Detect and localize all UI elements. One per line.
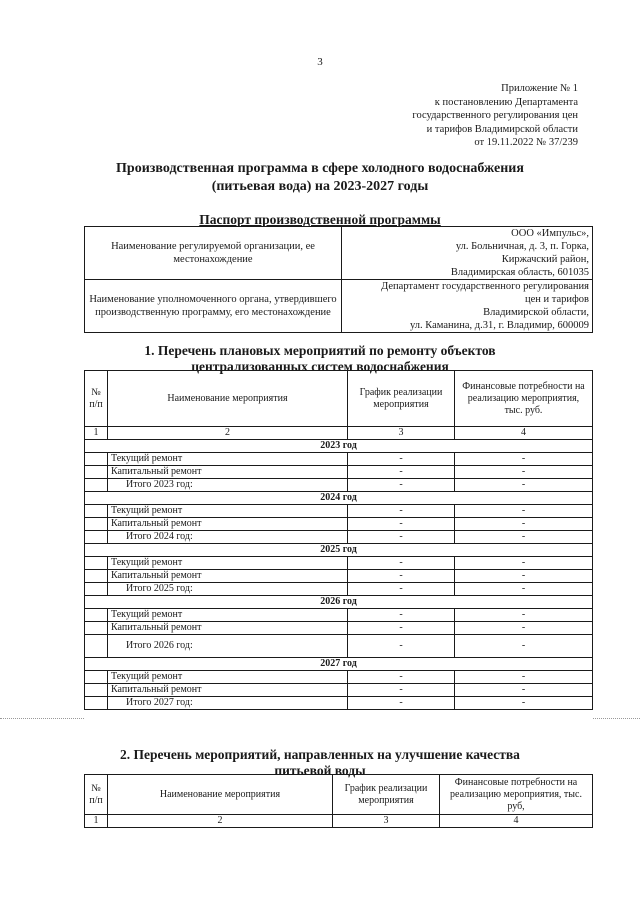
column-number: 3	[333, 815, 440, 828]
activity-name: Итого 2024 год:	[108, 531, 348, 544]
passport-value-line: ул. Каманина, д.31, г. Владимир, 600009	[409, 320, 589, 331]
finance-cell: -	[455, 531, 593, 544]
activity-name: Текущий ремонт	[108, 453, 348, 466]
activity-name: Капитальный ремонт	[108, 570, 348, 583]
activity-name: Итого 2023 год:	[108, 479, 348, 492]
column-number: 1	[85, 427, 108, 440]
passport-value-line: Департамент государственного регулирования	[381, 281, 589, 292]
schedule-cell: -	[348, 479, 455, 492]
year-label: 2023 год	[85, 440, 593, 453]
finance-cell: -	[455, 684, 593, 697]
row-number	[85, 453, 108, 466]
finance-cell: -	[455, 622, 593, 635]
table-row	[85, 518, 593, 531]
passport-value-line: ООО «Импульс»,	[511, 228, 589, 239]
year-row	[85, 544, 593, 557]
passport-value	[342, 227, 593, 280]
column-header: Финансовые потребности на реализацию мероприятия, тыс. руб.	[455, 371, 593, 427]
activity-name: Итого 2027 год:	[108, 697, 348, 710]
passport-value-line: Владимирской области,	[483, 307, 589, 318]
year-row	[85, 596, 593, 609]
column-header: № п/п	[85, 775, 108, 815]
passport-value-line: цен и тарифов	[524, 294, 589, 305]
finance-cell: -	[455, 505, 593, 518]
schedule-cell: -	[348, 518, 455, 531]
column-number: 4	[455, 427, 593, 440]
column-number: 3	[348, 427, 455, 440]
row-number	[85, 684, 108, 697]
activity-name: Итого 2025 год:	[108, 583, 348, 596]
table-row	[85, 583, 593, 596]
table-row	[85, 505, 593, 518]
page-number: 3	[317, 56, 323, 68]
appendix-line: от 19.11.2022 № 37/239	[474, 137, 578, 148]
finance-cell: -	[455, 479, 593, 492]
row-number	[85, 583, 108, 596]
finance-cell: -	[455, 671, 593, 684]
appendix-line: к постановлению Департамента	[434, 96, 578, 108]
table-header-row	[85, 775, 593, 815]
activity-name: Итого 2026 год:	[108, 635, 348, 658]
year-row	[85, 658, 593, 671]
year-label: 2027 год	[85, 658, 593, 671]
table-header-row	[85, 371, 593, 427]
table-row	[85, 635, 593, 658]
passport-value-line: Киржачский район,	[501, 254, 589, 265]
finance-cell: -	[455, 697, 593, 710]
column-header: График реализации мероприятия	[333, 775, 440, 815]
column-header: Финансовые потребности на реализацию мероприятия, тыс. руб,	[440, 775, 593, 815]
passport-value-line: ул. Больничная, д. 3, п. Горка,	[455, 241, 589, 252]
table-row	[85, 671, 593, 684]
row-number	[85, 466, 108, 479]
row-number	[85, 671, 108, 684]
finance-cell: -	[455, 635, 593, 658]
column-header: Наименование мероприятия	[108, 775, 333, 815]
title-line: (питьевая вода) на 2023-2027 годы	[211, 179, 429, 194]
row-number	[85, 518, 108, 531]
column-number-row	[85, 815, 593, 828]
section1-heading-line: 1. Перечень плановых мероприятий по ремонту объектов	[144, 343, 496, 358]
appendix-line: и тарифов Владимирской области	[426, 123, 578, 135]
table-row	[85, 609, 593, 622]
section1-heading-line: централизованных систем водоснабжения	[191, 359, 449, 374]
repair-table-body	[85, 440, 593, 710]
row-number	[85, 622, 108, 635]
passport-label: Наименование уполномоченного органа, утвердившего производственную программу, его местонахождение	[85, 280, 342, 333]
appendix-block	[380, 82, 578, 150]
finance-cell: -	[455, 466, 593, 479]
row-number	[85, 697, 108, 710]
schedule-cell: -	[348, 671, 455, 684]
table-row	[85, 684, 593, 697]
schedule-cell: -	[348, 505, 455, 518]
finance-cell: -	[455, 557, 593, 570]
activity-name: Капитальный ремонт	[108, 518, 348, 531]
finance-cell: -	[455, 453, 593, 466]
activity-name: Капитальный ремонт	[108, 684, 348, 697]
finance-cell: -	[455, 609, 593, 622]
row-number	[85, 557, 108, 570]
schedule-cell: -	[348, 570, 455, 583]
passport-heading: Паспорт производственной программы	[199, 212, 441, 227]
year-label: 2024 год	[85, 492, 593, 505]
row-number	[85, 479, 108, 492]
column-number: 4	[440, 815, 593, 828]
section2-heading-line: питьевой воды	[274, 763, 366, 778]
activity-name: Капитальный ремонт	[108, 466, 348, 479]
schedule-cell: -	[348, 531, 455, 544]
activity-name: Текущий ремонт	[108, 557, 348, 570]
passport-row	[85, 227, 593, 280]
table-row	[85, 570, 593, 583]
passport-value	[342, 280, 593, 333]
title-line: Производственная программа в сфере холодного водоснабжения	[116, 161, 524, 176]
activity-name: Текущий ремонт	[108, 505, 348, 518]
row-number	[85, 609, 108, 622]
scan-dotted-line	[593, 718, 640, 719]
passport-label: Наименование регулируемой организации, ее местонахождение	[85, 227, 342, 280]
table-row	[85, 557, 593, 570]
schedule-cell: -	[348, 466, 455, 479]
activity-name: Текущий ремонт	[108, 609, 348, 622]
year-label: 2025 год	[85, 544, 593, 557]
document-title	[60, 160, 580, 196]
row-number	[85, 570, 108, 583]
repair-table	[84, 370, 593, 710]
schedule-cell: -	[348, 697, 455, 710]
activity-name: Текущий ремонт	[108, 671, 348, 684]
schedule-cell: -	[348, 635, 455, 658]
column-header: График реализации мероприятия	[348, 371, 455, 427]
row-number	[85, 505, 108, 518]
passport-value-line: Владимирская область, 601035	[450, 267, 589, 278]
year-row	[85, 492, 593, 505]
table-row	[85, 479, 593, 492]
column-number-row	[85, 427, 593, 440]
column-number: 2	[108, 815, 333, 828]
schedule-cell: -	[348, 609, 455, 622]
schedule-cell: -	[348, 583, 455, 596]
year-row	[85, 440, 593, 453]
table-row	[85, 531, 593, 544]
row-number	[85, 531, 108, 544]
column-number: 1	[85, 815, 108, 828]
column-header: Наименование мероприятия	[108, 371, 348, 427]
passport-row	[85, 280, 593, 333]
finance-cell: -	[455, 570, 593, 583]
finance-cell: -	[455, 518, 593, 531]
column-number: 2	[108, 427, 348, 440]
schedule-cell: -	[348, 622, 455, 635]
schedule-cell: -	[348, 684, 455, 697]
year-label: 2026 год	[85, 596, 593, 609]
appendix-line: государственного регулирования цен	[412, 110, 578, 121]
finance-cell: -	[455, 583, 593, 596]
appendix-line: Приложение № 1	[501, 83, 578, 94]
scan-dotted-line	[0, 718, 84, 719]
table-row	[85, 453, 593, 466]
section2-heading-line: 2. Перечень мероприятий, направленных на улучшение качества	[120, 747, 520, 762]
passport-table	[84, 226, 593, 333]
activity-name: Капитальный ремонт	[108, 622, 348, 635]
schedule-cell: -	[348, 453, 455, 466]
water-quality-table	[84, 774, 593, 828]
row-number	[85, 635, 108, 658]
schedule-cell: -	[348, 557, 455, 570]
table-row	[85, 466, 593, 479]
table-row	[85, 697, 593, 710]
column-header: № п/п	[85, 371, 108, 427]
table-row	[85, 622, 593, 635]
